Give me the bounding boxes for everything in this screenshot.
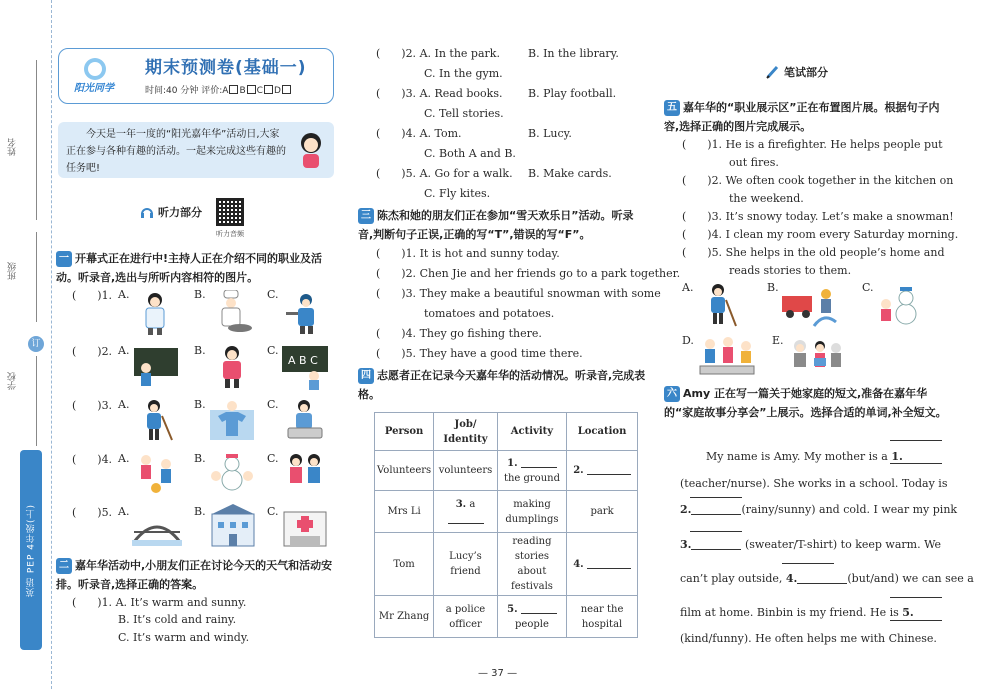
grade-b: B xyxy=(239,86,246,96)
q6-line-7: (kind/funny). He often helps me with Chinese. xyxy=(680,632,937,645)
cell-job xyxy=(434,491,498,533)
blank-num-1: 1. xyxy=(507,457,518,469)
q3-5-num: 5. xyxy=(405,347,417,360)
q5-3-num: 3. xyxy=(711,210,723,223)
grade-c-box[interactable] xyxy=(264,85,273,94)
q1-1-opt-c: C. xyxy=(267,288,279,301)
q5-item-2[interactable]: ( )2. We often cook together in the kitchen on xyxy=(682,174,954,187)
q6-line-2: (teacher/nurse). She works in a school. Today is xyxy=(680,477,948,490)
th-location: Location xyxy=(567,413,638,451)
student-picture[interactable] xyxy=(210,344,254,390)
q1-paren-1[interactable]: ( )1. xyxy=(72,289,113,302)
q3-item-3[interactable]: ( )3. They make a beautiful snowman with some xyxy=(376,287,661,300)
blank-3[interactable] xyxy=(448,513,484,524)
q2-1-opt-b: B. It’s cold and rainy. xyxy=(118,613,237,626)
intro-box xyxy=(58,122,334,178)
q6-answer-line-2a xyxy=(690,497,742,498)
q6-blank-num-4: 4. xyxy=(785,572,798,585)
written-section-title xyxy=(766,64,828,80)
girl-icon xyxy=(294,130,328,170)
th-job: Job/ Identity xyxy=(434,413,498,451)
q2-item-1[interactable]: ( )1. A. It’s warm and sunny. xyxy=(72,596,247,609)
two-kids-picture[interactable] xyxy=(282,450,328,496)
q6-blank-5[interactable] xyxy=(890,620,942,621)
binding-dot: 订 xyxy=(28,336,44,352)
q5-pic-a-label: A. xyxy=(682,281,694,294)
cell-job: Lucy’s friend xyxy=(434,533,498,596)
q2-item-3[interactable]: ( )3. A. Read books. xyxy=(376,87,503,100)
q6-line-3-text: (rainy/sunny) and cold. I wear my pink xyxy=(741,503,958,516)
table-row xyxy=(375,451,638,491)
q2-instruction xyxy=(56,556,338,594)
q2-5-opt-b: B. Make cards. xyxy=(528,167,612,180)
q2-5-num: 5. xyxy=(405,167,417,180)
q5-5-text: She helps in the old people’s home and xyxy=(725,246,945,259)
q1-paren-2[interactable]: ( )2. xyxy=(72,345,113,358)
table-row xyxy=(375,596,638,638)
cell-person: Mr Zhang xyxy=(375,596,434,638)
q2-3-opt-b: B. Play football. xyxy=(528,87,617,100)
q2-number-badge: 二 xyxy=(56,558,72,574)
q1-item-num: 1. xyxy=(101,289,113,302)
rating-label: 评价: xyxy=(201,86,223,96)
q6-line-5-text: can’t play outside, xyxy=(680,572,786,585)
kids-playing-picture[interactable] xyxy=(132,450,180,496)
q6-number-badge: 六 xyxy=(664,386,680,402)
exam-title: 期末预测卷(基础一) xyxy=(145,58,307,78)
q6-blank-2[interactable] xyxy=(691,504,741,515)
blank-num-4: 4. xyxy=(573,558,584,570)
q5-item-1[interactable]: ( )1. He is a firefighter. He helps people put xyxy=(682,138,943,151)
q5-2-text-cont: the weekend. xyxy=(729,192,804,205)
cell-job: volunteers xyxy=(434,451,498,491)
grade-a-box[interactable] xyxy=(229,85,238,94)
pencil-icon xyxy=(766,65,780,79)
cell-job-post: a xyxy=(469,498,476,510)
q1-item-num: 2. xyxy=(101,345,113,358)
q5-item-5[interactable]: ( )5. She helps in the old people’s home and xyxy=(682,246,945,259)
q2-1-opt-a: A. It’s warm and sunny. xyxy=(115,596,247,609)
school-label: 学校 xyxy=(8,372,18,390)
q3-5-text: They have a good time there. xyxy=(419,347,583,360)
q5-1-text-cont: out fires. xyxy=(729,156,779,169)
q2-1-opt-c: C. It’s warm and windy. xyxy=(118,631,250,644)
q3-3-num: 3. xyxy=(405,287,417,300)
q1-paren-3[interactable]: ( )3. xyxy=(72,399,113,412)
exam-header xyxy=(58,48,334,104)
qr-code-icon[interactable] xyxy=(216,198,244,226)
cell-person: Mrs Li xyxy=(375,491,434,533)
q1-instruction xyxy=(56,249,338,287)
listening-section-title xyxy=(140,204,202,220)
q5-pic-e-elderly-home[interactable] xyxy=(786,334,846,380)
blank-2[interactable] xyxy=(587,464,631,475)
q2-5-opt-c: C. Fly kites. xyxy=(424,187,491,200)
doctor-picture[interactable] xyxy=(134,290,176,336)
q5-pic-d-label: D. xyxy=(682,334,694,347)
q2-item-4[interactable]: ( )4. A. Tom. xyxy=(376,127,462,140)
activity-table-wrap xyxy=(374,412,638,638)
q6-answer-line-1a xyxy=(890,440,942,441)
abc-board-picture[interactable] xyxy=(280,344,330,390)
grade-a: A xyxy=(222,86,229,96)
q6-line-6-text: film at home. Binbin is my friend. He is xyxy=(680,606,903,619)
q1-5-opt-a: A. xyxy=(118,505,130,518)
q5-2-num: 2. xyxy=(711,174,723,187)
q1-item-num: 5. xyxy=(101,506,113,519)
q6-line-6 xyxy=(680,604,914,621)
q5-2-text: We often cook together in the kitchen on xyxy=(725,174,954,187)
q2-3-opt-a: A. Read books. xyxy=(419,87,503,100)
q6-answer-line-5a xyxy=(890,597,942,598)
binding-strip xyxy=(0,0,52,689)
q6-line-1 xyxy=(706,448,903,465)
hospital-picture[interactable] xyxy=(280,502,330,548)
q6-line-4 xyxy=(680,536,941,553)
headphone-icon xyxy=(140,205,154,219)
q3-item-2[interactable]: ( )2. Chen Jie and her friends go to a park together. xyxy=(376,267,681,280)
q1-4-opt-c: C. xyxy=(267,452,279,465)
q6-blank-num-3: 3. xyxy=(680,538,692,551)
logo-text: 阳光同学 xyxy=(74,83,114,94)
cell-person: Volunteers xyxy=(375,451,434,491)
q3-1-text: It is hot and sunny today. xyxy=(419,247,560,260)
q1-3-opt-c: C. xyxy=(267,398,279,411)
q1-1-opt-b: B. xyxy=(194,288,206,301)
q2-item-2[interactable]: ( )2. A. In the park. xyxy=(376,47,500,60)
q6-instruction-text: Amy 正在写一篇关于她家庭的短文,准备在嘉年华的“家庭故事分享会”上展示。选择合适的单词,补全短文。 xyxy=(664,387,947,419)
q1-5-opt-b: B. xyxy=(194,505,206,518)
q4-number-badge: 四 xyxy=(358,368,374,384)
q2-4-opt-a: A. Tom. xyxy=(419,127,462,140)
q3-instruction xyxy=(358,206,646,244)
cell-location: park xyxy=(567,491,638,533)
q1-paren-4[interactable]: ( )4. xyxy=(72,453,113,466)
school-line xyxy=(36,356,37,446)
q5-number-badge: 五 xyxy=(664,100,680,116)
q5-pic-e-label: E. xyxy=(772,334,784,347)
q5-1-num: 1. xyxy=(711,138,723,151)
q3-4-num: 4. xyxy=(405,327,417,340)
q2-4-opt-c: C. Both A and B. xyxy=(424,147,516,160)
q6-line-3 xyxy=(680,501,957,518)
written-title-text: 笔试部分 xyxy=(784,66,828,79)
intro-text: 今天是一年一度的“阳光嘉年华”活动日,大家正在参与各种有趣的活动。一起来完成这些有趣的任务吧! xyxy=(66,129,286,174)
q1-2-opt-c: C. xyxy=(267,344,279,357)
grade-d-box[interactable] xyxy=(282,85,291,94)
q5-pic-b-label: B. xyxy=(767,281,779,294)
th-activity: Activity xyxy=(497,413,566,451)
q2-instruction-text: 嘉年华活动中,小朋友们正在讨论今天的天气和活动安排。听录音,选择正确的答案。 xyxy=(56,559,333,591)
q1-5-opt-c: C. xyxy=(267,505,279,518)
q6-blank-num-5: 5. xyxy=(902,606,914,619)
abc-board-text: A B C xyxy=(288,354,318,367)
q1-2-opt-b: B. xyxy=(194,344,206,357)
activity-table xyxy=(374,412,638,638)
q6-line-5-text2: (but/and) we can see a xyxy=(847,572,974,585)
table-row xyxy=(375,491,638,533)
q1-instruction-text: 开幕式正在进行中!主持人正在介绍不同的职业及活动。听录音,选出与所听内容相符的图片。 xyxy=(56,252,323,284)
q4-instruction-text: 志愿者正在记录今天嘉年华的活动情况。听录音,完成表格。 xyxy=(358,369,646,401)
cell-activity: making dumplings xyxy=(497,491,566,533)
q3-4-text: They go fishing there. xyxy=(419,327,542,340)
name-label: 姓名 xyxy=(8,138,18,156)
qr-label: 听力音频 xyxy=(216,230,244,238)
q5-pic-b-firefighters[interactable] xyxy=(780,282,840,328)
blank-4[interactable] xyxy=(587,558,631,569)
class-label: 班级 xyxy=(8,262,18,280)
exam-meta xyxy=(145,83,292,96)
cell-activity-post: the ground xyxy=(503,472,560,484)
q2-2-num: 2. xyxy=(405,47,417,60)
q6-blank-1[interactable] xyxy=(890,463,942,464)
page-number: — 37 — xyxy=(478,668,518,679)
q4-instruction xyxy=(358,366,646,404)
q5-item-4[interactable]: ( )4. I clean my room every Saturday morning. xyxy=(682,228,959,241)
q5-pic-c-snowman[interactable] xyxy=(876,282,926,328)
q1-item-num: 4. xyxy=(101,453,113,466)
q2-4-opt-b: B. Lucy. xyxy=(528,127,572,140)
cell-activity-post: people xyxy=(515,618,549,630)
q1-4-opt-a: A. xyxy=(118,452,130,465)
q3-number-badge: 三 xyxy=(358,208,374,224)
cell-location xyxy=(567,451,638,491)
cell-activity xyxy=(497,596,566,638)
cell-location xyxy=(567,533,638,596)
q6-blank-num-2: 2. xyxy=(680,503,692,516)
q5-item-3[interactable]: ( )3. It’s snowy today. Let’s make a snowman! xyxy=(682,210,954,223)
worker-picture[interactable] xyxy=(282,290,326,336)
q5-4-num: 4. xyxy=(711,228,723,241)
table-header-row xyxy=(375,413,638,451)
grade-b-box[interactable] xyxy=(247,85,256,94)
q3-2-text: Chen Jie and her friends go to a park together. xyxy=(419,267,681,280)
q3-item-5[interactable]: ( )5. They have a good time there. xyxy=(376,347,583,360)
sweeping-picture[interactable] xyxy=(134,398,176,444)
logo xyxy=(65,55,123,97)
q2-1-num: 1. xyxy=(101,596,113,609)
q1-1-opt-a: A. xyxy=(118,288,130,301)
q3-3-text: They make a beautiful snowman with some xyxy=(419,287,661,300)
q6-line-5 xyxy=(680,570,974,587)
q2-2-opt-c: C. In the gym. xyxy=(424,67,503,80)
q2-4-num: 4. xyxy=(405,127,417,140)
q1-number-badge: 一 xyxy=(56,251,72,267)
q2-5-opt-a: A. Go for a walk. xyxy=(419,167,513,180)
blank-1[interactable] xyxy=(521,457,557,468)
q2-3-num: 3. xyxy=(405,87,417,100)
blackboard-teacher-picture[interactable] xyxy=(132,346,180,388)
q3-3-text-cont: tomatoes and potatoes. xyxy=(424,307,555,320)
q6-blank-4[interactable] xyxy=(797,573,847,584)
q2-item-5[interactable]: ( )5. A. Go for a walk. xyxy=(376,167,513,180)
q5-3-text: It’s snowy today. Let’s make a snowman! xyxy=(725,210,954,223)
washing-dishes-picture[interactable] xyxy=(282,398,328,444)
q1-3-opt-b: B. xyxy=(194,398,206,411)
q3-item-4[interactable]: ( )4. They go fishing there. xyxy=(376,327,542,340)
q6-blank-num-1: 1. xyxy=(891,450,903,463)
q5-pic-a-sweeping[interactable] xyxy=(700,282,740,328)
table-row xyxy=(375,533,638,596)
snowman-kids-picture[interactable] xyxy=(208,450,256,496)
q1-item-num: 3. xyxy=(101,399,113,412)
q2-3-opt-c: C. Tell stories. xyxy=(424,107,504,120)
exam-time: 时间:40 分钟 xyxy=(145,86,199,96)
q2-2-opt-b: B. In the library. xyxy=(528,47,619,60)
blank-num-2: 2. xyxy=(573,465,584,476)
q1-3-opt-a: A. xyxy=(118,398,130,411)
blank-5[interactable] xyxy=(521,603,557,614)
grade-c: C xyxy=(256,86,263,96)
class-line xyxy=(36,232,37,322)
q1-2-opt-a: A. xyxy=(118,344,130,357)
q3-2-num: 2. xyxy=(405,267,417,280)
bridge-picture[interactable] xyxy=(132,502,182,548)
cell-person: Tom xyxy=(375,533,434,596)
cell-location: near the hospital xyxy=(567,596,638,638)
q5-pic-c-label: C. xyxy=(862,281,874,294)
q6-answer-line-4a xyxy=(782,563,834,564)
q6-blank-3[interactable] xyxy=(691,539,741,550)
cell-activity xyxy=(497,451,566,491)
cook-picture[interactable] xyxy=(210,290,254,336)
cell-job: a police officer xyxy=(434,596,498,638)
name-line xyxy=(36,60,37,220)
clothes-picture[interactable] xyxy=(208,398,256,444)
school-building-picture[interactable] xyxy=(208,502,258,548)
th-person: Person xyxy=(375,413,434,451)
blank-num-3: 3. xyxy=(455,498,467,510)
q5-instruction xyxy=(664,98,950,136)
q6-line-1-text: My name is Amy. My mother is a xyxy=(706,450,892,463)
q3-item-1[interactable]: ( )1. It is hot and sunny today. xyxy=(376,247,560,260)
q6-instruction xyxy=(664,384,950,422)
q3-instruction-text: 陈杰和她的朋友们正在参加“雪天欢乐日”活动。听录音,判断句子正误,正确的写“T”,错误的写“F”。 xyxy=(358,209,634,241)
listening-title-text: 听力部分 xyxy=(158,206,202,219)
cell-activity: reading stories about festivals xyxy=(497,533,566,596)
subject-tab: 英语 PEP 4年级(上) xyxy=(20,450,42,650)
q5-1-text: He is a firefighter. He helps people put xyxy=(725,138,943,151)
q6-line-4-text: (sweater/T-shirt) to keep warm. We xyxy=(744,538,941,551)
q6-answer-line-3a xyxy=(690,531,742,532)
q2-2-opt-a: A. In the park. xyxy=(419,47,500,60)
q5-4-text: I clean my room every Saturday morning. xyxy=(725,228,959,241)
q1-4-opt-b: B. xyxy=(194,452,206,465)
q5-5-num: 5. xyxy=(711,246,723,259)
q5-5-text-cont: reads stories to them. xyxy=(729,264,852,277)
q5-pic-d-cooking[interactable] xyxy=(696,334,758,380)
blank-num-5: 5. xyxy=(507,603,518,615)
grade-d: D xyxy=(273,86,281,96)
q1-paren-5[interactable]: ( )5. xyxy=(72,506,113,519)
q5-instruction-text: 嘉年华的“职业展示区”正在布置图片展。根据句子内容,选择正确的图片完成展示。 xyxy=(664,101,940,133)
q3-1-num: 1. xyxy=(405,247,417,260)
